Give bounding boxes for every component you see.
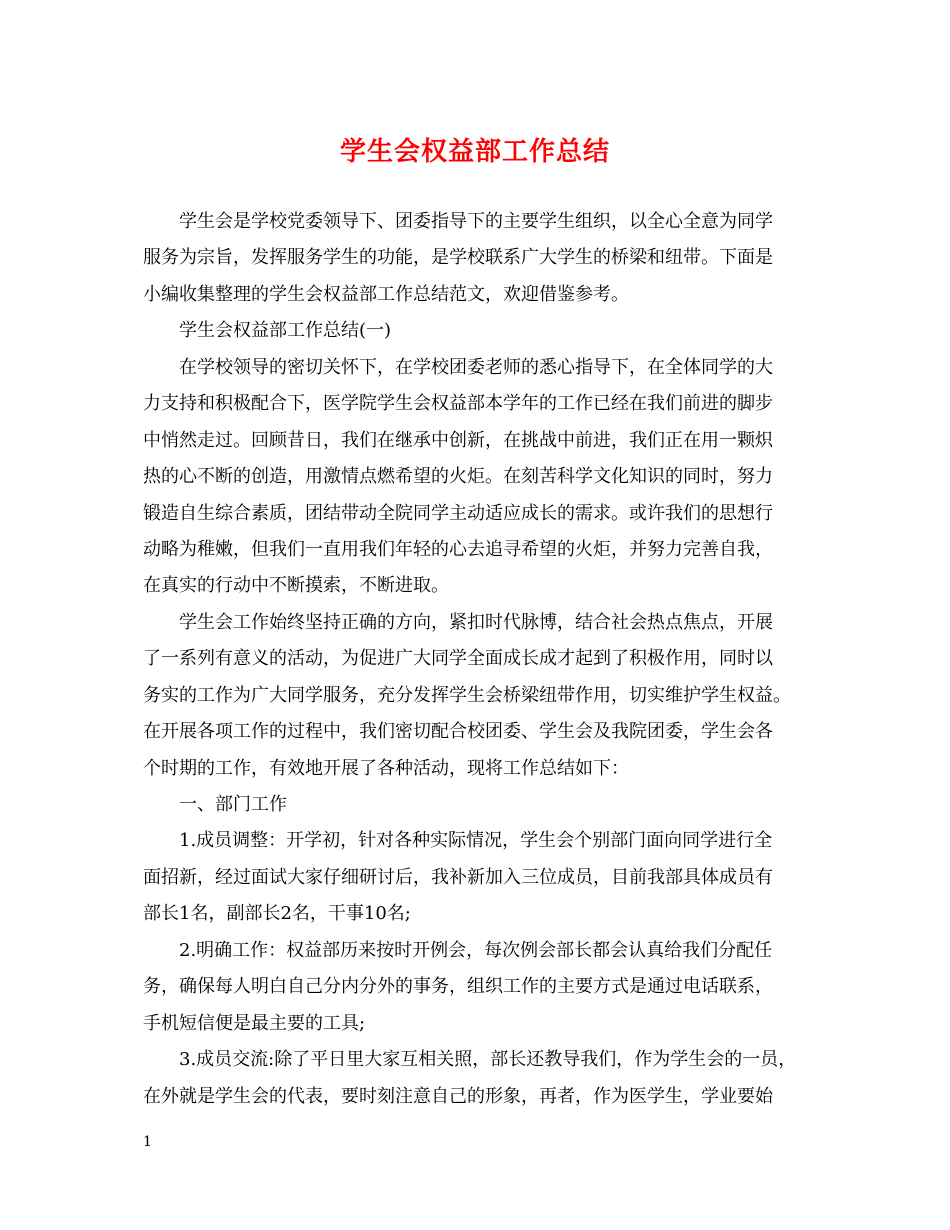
body-line: 小编收集整理的学生会权益部工作总结范文，欢迎借鉴参考。: [143, 283, 629, 305]
body-line: 学生会工作始终坚持正确的方向，紧扣时代脉博，结合社会热点焦点，开展: [179, 611, 773, 633]
body-line: 一、部门工作: [179, 794, 287, 815]
body-line: 3.成员交流:除了平日里大家互相关照，部长还教导我们，作为学生会的一员，: [179, 1049, 797, 1071]
body-line: 服务为宗旨，发挥服务学生的功能，是学校联系广大学生的桥梁和纽带。下面是: [143, 247, 773, 269]
body-line: 个时期的工作，有效地开展了各种活动，现将工作总结如下：: [143, 757, 629, 779]
body-line: 在学校领导的密切关怀下，在学校团委老师的悉心指导下，在全体同学的大: [179, 356, 773, 378]
body-line: 手机短信便是最主要的工具;: [143, 1012, 366, 1034]
body-line: 力支持和积极配合下，医学院学生会权益部本学年的工作已经在我们前进的脚步: [143, 393, 773, 415]
document-title: 学生会权益部工作总结: [339, 137, 610, 167]
body-line: 热的心不断的创造，用激情点燃希望的火炬。在刻苦科学文化知识的同时，努力: [143, 466, 773, 488]
body-line: 在外就是学生会的代表，要时刻注意自己的形象，再者，作为医学生，学业要始: [143, 1085, 773, 1107]
body-line: 务，确保每人明白自己分内分外的事务，组织工作的主要方式是通过电话联系，: [143, 976, 773, 998]
body-line: 1.成员调整：开学初，针对各种实际情况，学生会个别部门面向同学进行全: [179, 830, 773, 852]
document-body: [143, 204, 823, 1115]
body-line: 学生会是学校党委领导下、团委指导下的主要学生组织，以全心全意为同学: [179, 211, 773, 232]
body-line: 2.明确工作：权益部历来按时开例会，每次例会部长都会认真给我们分配任: [179, 939, 773, 961]
body-line: 在真实的行动中不断摸索，不断进取。: [143, 575, 449, 597]
body-line: 锻造自生综合素质，团结带动全院同学主动适应成长的需求。或许我们的思想行: [143, 502, 773, 524]
body-line: 动略为稚嫩，但我们一直用我们年轻的心去追寻希望的火炬，并努力完善自我，: [143, 538, 773, 560]
body-line: 面招新，经过面试大家仔细研讨后，我补新加入三位成员，目前我部具体成员有: [143, 866, 773, 888]
body-line: 学生会权益部工作总结(一): [179, 320, 392, 342]
body-line: 部长1名，副部长2名，干事10名;: [143, 903, 411, 925]
page-number: 1: [143, 1134, 152, 1150]
body-line: 在开展各项工作的过程中，我们密切配合校团委、学生会及我院团委，学生会各: [143, 721, 773, 743]
body-line: 务实的工作为广大同学服务，充分发挥学生会桥梁纽带作用，切实维护学生权益。: [143, 684, 791, 706]
body-line: 中悄然走过。回顾昔日，我们在继承中创新，在挑战中前进，我们正在用一颗炽: [143, 429, 773, 451]
body-line: 了一系列有意义的活动，为促进广大同学全面成长成才起到了积极作用，同时以: [143, 648, 773, 670]
